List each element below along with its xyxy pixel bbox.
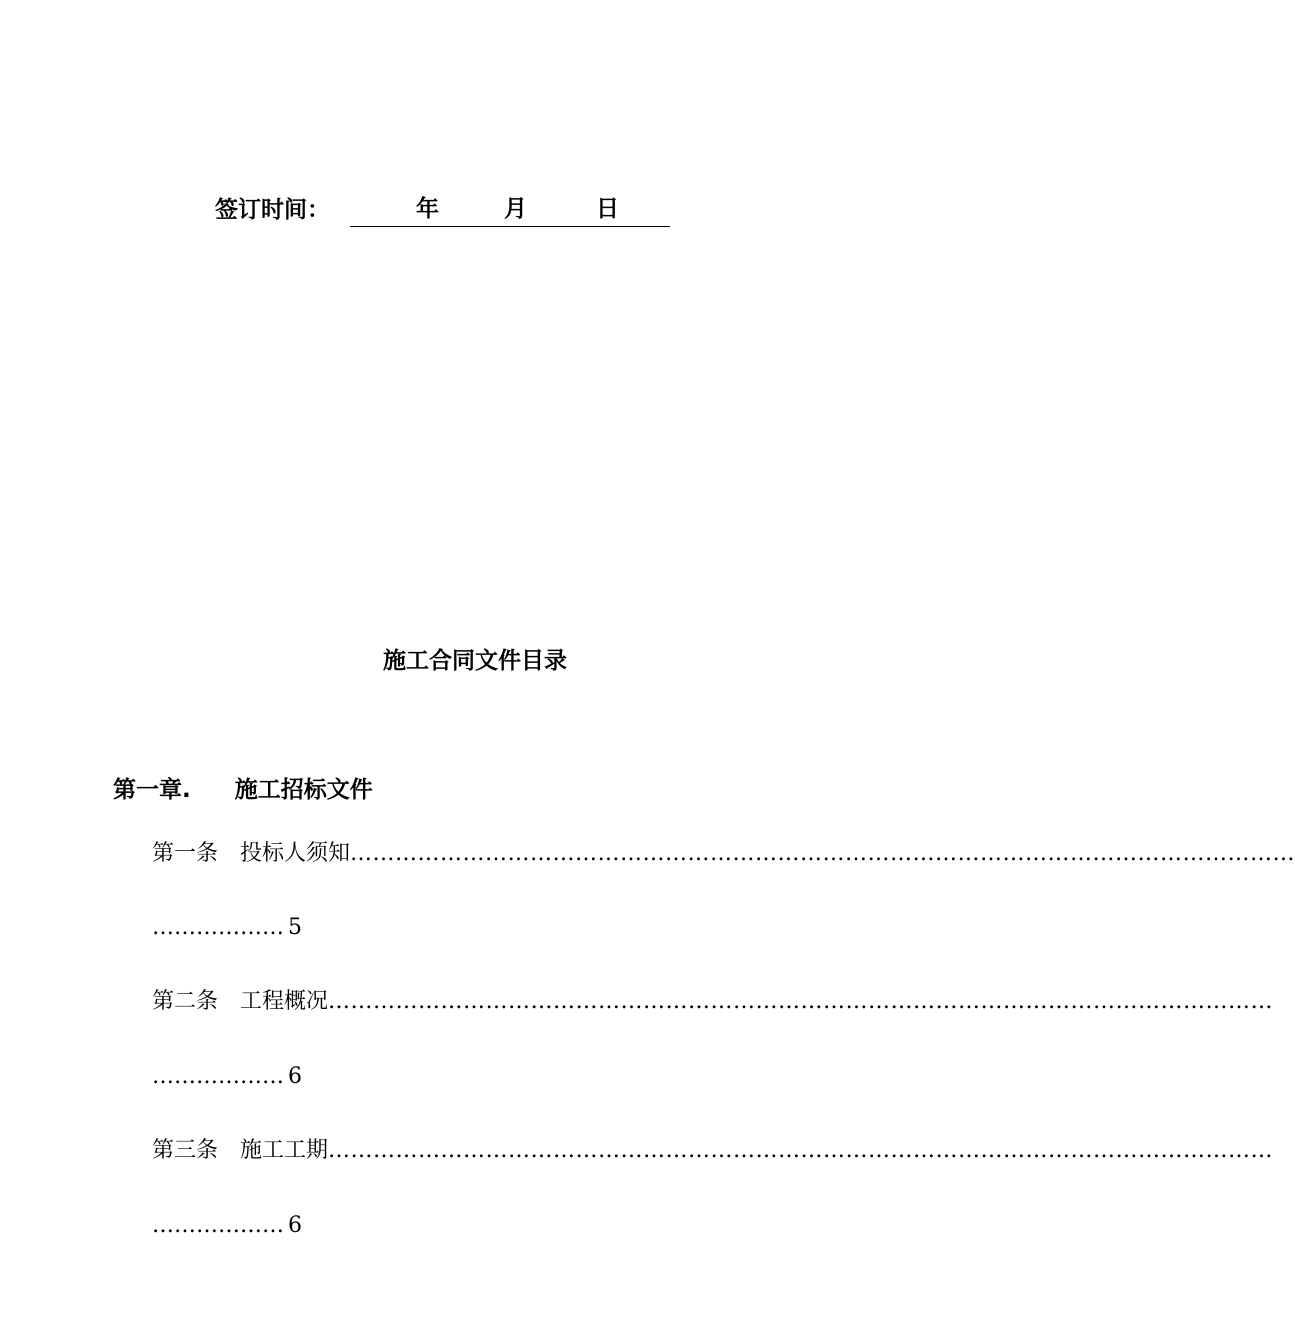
toc-leader-dots: ……………………………………………………………………………………………………………… [350,841,1295,866]
toc-leader-dots: ……………… [152,1064,284,1089]
toc-leader-dots: ……………………………………………………………………………………………………………… [328,989,1274,1014]
toc-entry-title: 施工工期 [240,1138,329,1163]
toc-entry-page: 6 [288,1064,302,1089]
signing-date-row [215,193,670,227]
chapter-heading [113,773,373,807]
signing-year-unit: 年 [416,196,439,222]
toc-entry [152,986,1274,1018]
signing-date-blank [350,192,670,227]
toc-title: 施工合同文件目录 [383,648,567,674]
toc-entry-page: 5 [288,915,302,940]
toc-entry-continuation [152,912,302,944]
toc-entry [152,838,1295,870]
chapter-title: 施工招标文件 [234,777,373,803]
toc-entry-number: 第三条 [152,1138,219,1163]
toc-entry-continuation [152,1210,302,1242]
chapter-number: 第一章. [113,777,191,803]
signing-day-unit: 日 [596,196,619,222]
toc-entry-title: 投标人须知 [240,841,351,866]
toc-entry-page: 6 [288,1213,302,1238]
toc-entry-title: 工程概况 [240,989,329,1014]
signing-date-label: 签订时间： [215,197,330,223]
toc-leader-dots: ……………………………………………………………………………………………………………… [328,1138,1274,1163]
toc-leader-dots: ……………… [152,915,284,940]
toc-leader-dots: ……………… [152,1213,284,1238]
toc-entry-number: 第二条 [152,989,219,1014]
signing-month-unit: 月 [504,196,527,222]
toc-entry-number: 第一条 [152,841,219,866]
toc-entry [152,1135,1274,1167]
toc-entry-continuation [152,1061,302,1093]
